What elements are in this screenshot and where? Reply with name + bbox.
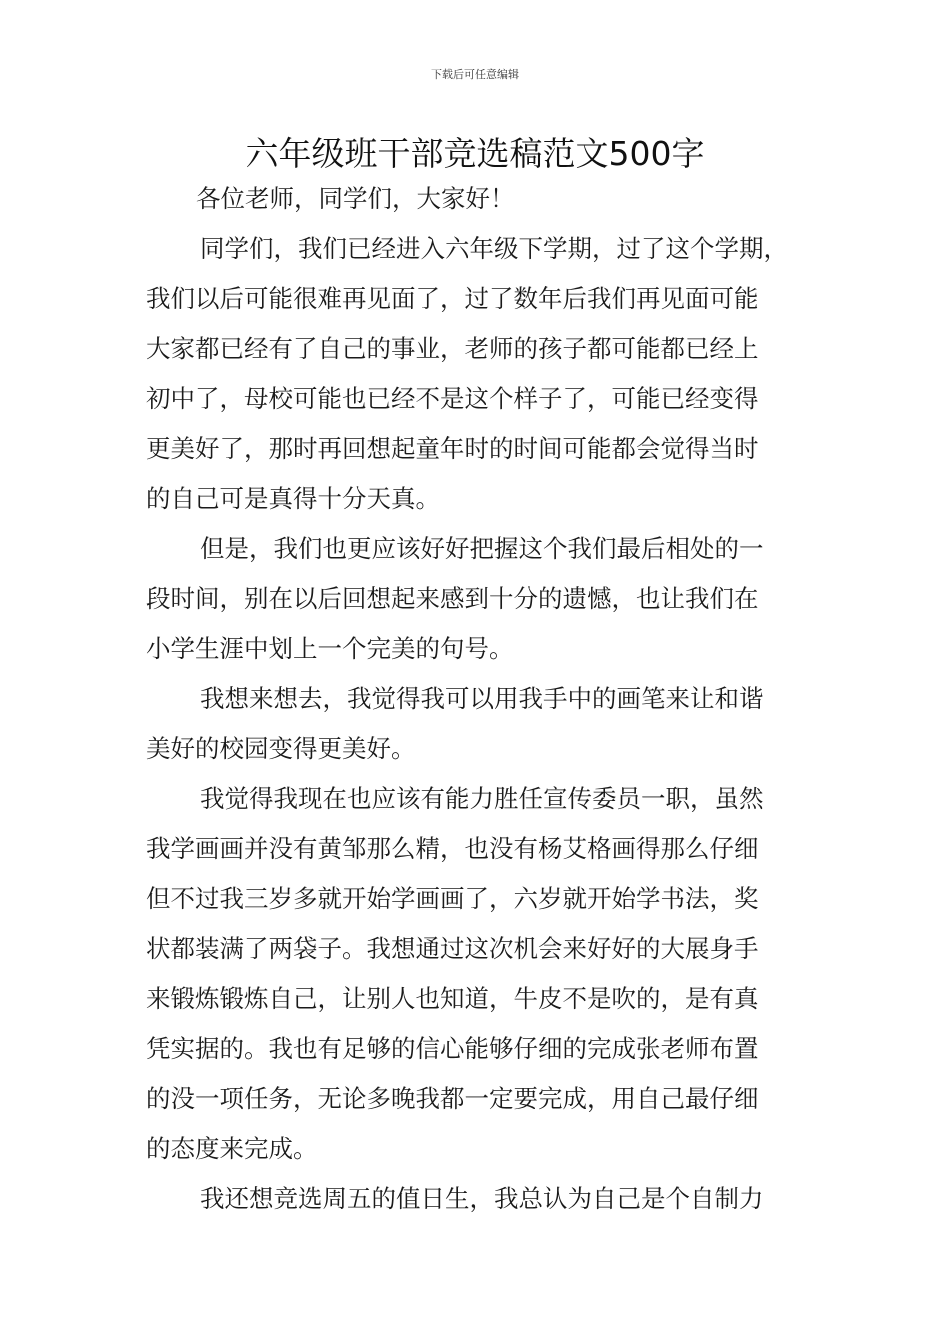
paragraph-line: 状都装满了两袋子。我想通过这次机会来好好的大展身手 (146, 934, 759, 963)
header-note: 下载后可任意编辑 (431, 68, 519, 81)
paragraph-line: 大家都已经有了自己的事业，老师的孩子都可能都已经上 (146, 334, 759, 363)
paragraph-line: 同学们，我们已经进入六年级下学期，过了这个学期， (200, 234, 788, 263)
paragraph-line: 但是，我们也更应该好好把握这个我们最后相处的一 (200, 534, 764, 563)
paragraph-line: 更美好了，那时再回想起童年时的时间可能都会觉得当时 (146, 434, 759, 463)
greeting-line: 各位老师，同学们，大家好！ (196, 184, 515, 213)
paragraph-line: 我想来想去，我觉得我可以用我手中的画笔来让和谐 (200, 684, 764, 713)
paragraph-line: 凭实据的。我也有足够的信心能够仔细的完成张老师布置 (146, 1034, 759, 1063)
paragraph-line: 我学画画并没有黄邹那么精，也没有杨艾格画得那么仔细 (146, 834, 759, 863)
paragraph-line: 段时间，别在以后回想起来感到十分的遗憾，也让我们在 (146, 584, 759, 613)
paragraph-line: 我还想竞选周五的值日生，我总认为自己是个自制力 (200, 1184, 764, 1213)
paragraph-line: 小学生涯中划上一个完美的句号。 (146, 634, 514, 663)
paragraph-line: 的态度来完成。 (146, 1134, 318, 1163)
paragraph-line: 初中了，母校可能也已经不是这个样子了，可能已经变得 (146, 384, 759, 413)
paragraph-line: 但不过我三岁多就开始学画画了，六岁就开始学书法，奖 (146, 884, 759, 913)
paragraph-line: 我觉得我现在也应该有能力胜任宣传委员一职，虽然 (200, 784, 764, 813)
paragraph-line: 的没一项任务，无论多晚我都一定要完成，用自己最仔细 (146, 1084, 759, 1113)
paragraph-line: 来锻炼锻炼自己，让别人也知道，牛皮不是吹的，是有真 (146, 984, 759, 1013)
paragraph-line: 我们以后可能很难再见面了，过了数年后我们再见面可能 (146, 284, 759, 313)
paragraph-line: 美好的校园变得更美好。 (146, 734, 416, 763)
paragraph-line: 的自己可是真得十分天真。 (146, 484, 440, 513)
document-title: 六年级班干部竞选稿范文500字 (245, 134, 705, 173)
